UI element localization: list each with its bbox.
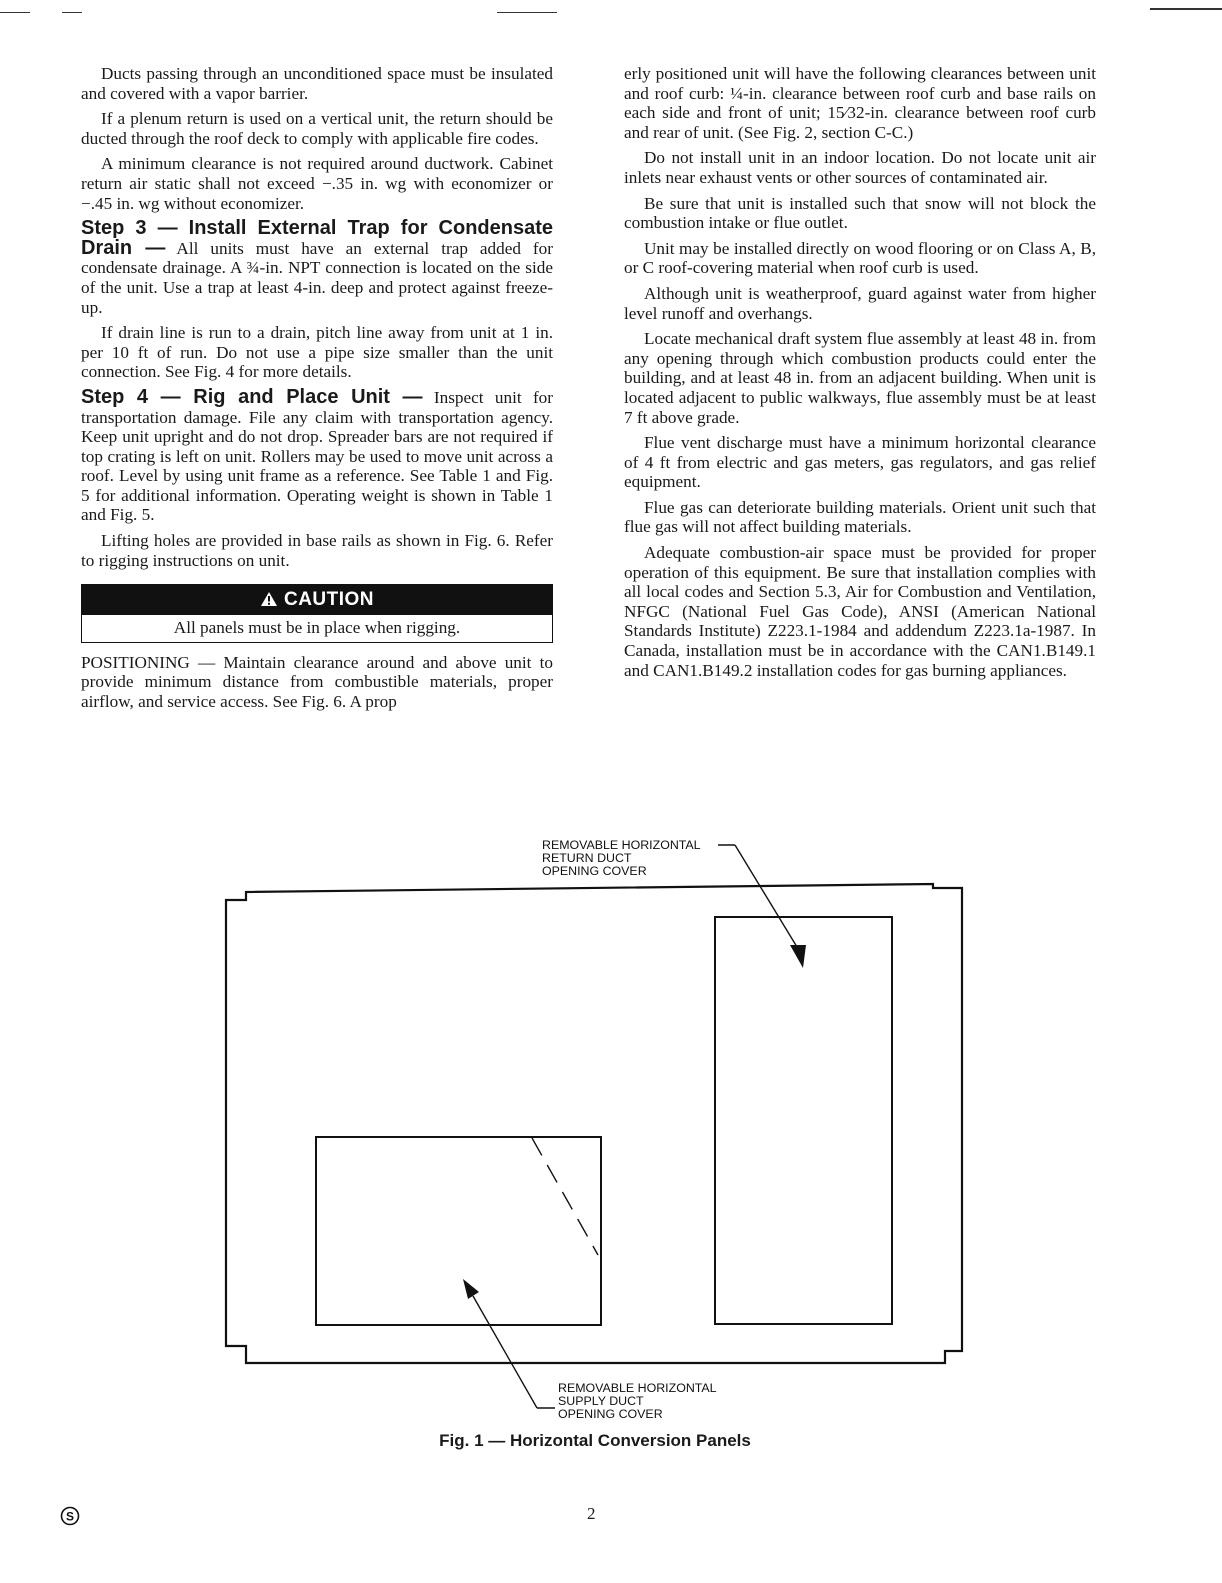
figure-caption: Fig. 1 — Horizontal Conversion Panels (439, 1431, 751, 1450)
scan-mark (497, 12, 557, 13)
scan-mark (0, 12, 30, 13)
supply-duct-cover (316, 1137, 601, 1325)
step-4 (81, 385, 553, 525)
brand-logo (60, 1506, 80, 1526)
caution-header (82, 585, 552, 615)
hidden-leader-line (532, 1138, 598, 1255)
paragraph: Lifting holes are provided in base rails as shown in Fig. 6. Refer to rigging instructions on unit. (81, 531, 553, 570)
left-column (81, 64, 553, 718)
supply-label-line-3: OPENING COVER (558, 1407, 663, 1421)
paragraph: Locate mechanical draft system flue assembly at least 48 in. from any opening through which combustion products could enter the building, and at least 48 in. from an adjacent building. When unit is located adjacent to public walkways, flue assembly must be at least 7 ft above grade. (624, 329, 1096, 427)
positioning-paragraph: POSITIONING — Maintain clearance around and above unit to provide minimum distance from combustible materials, proper airflow, and service access. See Fig. 6. A prop (81, 652, 553, 712)
paragraph: Ducts passing through an unconditioned space must be insulated and covered with a vapor barrier. (81, 64, 553, 103)
step-3 (81, 219, 553, 317)
supply-arrowhead (463, 1279, 479, 1299)
paragraph: Unit may be installed directly on wood flooring or on Class A, B, or C roof-covering material when roof curb is used. (624, 238, 1096, 278)
scan-mark (1150, 8, 1222, 10)
paragraph: Do not install unit in an indoor location. Do not locate unit air inlets near exhaust vents or other sources of contaminated air. (624, 148, 1096, 187)
step-3-title: Step 3 — Install External Trap for Condensate Drain — (81, 217, 553, 259)
step-4-title: Step 4 — Rig and Place Unit — (81, 385, 423, 408)
caution-text: All panels must be in place when rigging. (173, 618, 461, 638)
horizontal-conversion-panels-diagram (0, 820, 1222, 1430)
step-3-body: All units must have an external trap added for condensate drainage. A ¾-in. NPT connection is located on the side of the unit. Use a trap at least 4-in. deep and protect against freeze-up. (81, 238, 553, 317)
supply-label-line-1: REMOVABLE HORIZONTAL (558, 1381, 717, 1395)
return-label-line-3: OPENING COVER (542, 864, 647, 878)
warning-triangle-icon (260, 591, 278, 607)
paragraph: A minimum clearance is not required around ductwork. Cabinet return air static shall not exceed −.35 in. wg with economizer or −.45 in. wg without economizer. (81, 154, 553, 213)
return-duct-cover (715, 917, 892, 1324)
supply-label-line-2: SUPPLY DUCT (558, 1394, 644, 1408)
paragraph: Adequate combustion-air space must be provided for proper operation of this equipment. Be sure that installation complies with all local codes and Section 5.3, Air for Combustion and Ventilation, NFGC (National Fuel Gas Code), ANSI (American National Standards Institute) Z223.1-1984 and addendum Z223.1a-1987. In Canada, installation must be in accordance with the CAN1.B149.1 and CAN1.B149.2 installation codes for gas burning appliances. (624, 543, 1096, 680)
unit-outline (226, 884, 962, 1363)
caution-title: CAUTION (283, 589, 375, 611)
svg-text:S: S (65, 1509, 75, 1524)
return-label-line-1: REMOVABLE HORIZONTAL (542, 838, 701, 852)
step-4-body: Inspect unit for transportation damage. File any claim with transportation agency. Keep unit upright and do not drop. Spreader bars are not required if top crating is left on unit. Rollers may be used to move unit across a roof. Level by using unit frame as a reference. See Table 1 and Fig. 5 for additional information. Operating weight is shown in Table 1 and Fig. 5. (81, 387, 553, 525)
paragraph: Be sure that unit is installed such that snow will not block the combustion intake or flue outlet. (624, 193, 1096, 233)
scan-mark (62, 12, 82, 13)
return-arrowhead (790, 945, 806, 968)
right-column (624, 64, 1096, 686)
return-label-line-2: RETURN DUCT (542, 851, 632, 865)
paragraph: If drain line is run to a drain, pitch line away from unit at 1 in. per 10 ft of run. Do not use a pipe size smaller than the unit connection. See Fig. 4 for more details. (81, 323, 553, 382)
caution-box (81, 584, 553, 643)
page-number: 2 (587, 1504, 596, 1523)
paragraph: Flue vent discharge must have a minimum horizontal clearance of 4 ft from electric and gas meters, gas regulators, and gas relief equipment. (624, 433, 1096, 492)
paragraph: Although unit is weatherproof, guard against water from higher level runoff and overhangs. (624, 283, 1096, 323)
paragraph: Flue gas can deteriorate building materials. Orient unit such that flue gas will not affect building materials. (624, 497, 1096, 537)
return-leader-line (735, 845, 797, 947)
supply-leader-line (473, 1296, 537, 1408)
paragraph: If a plenum return is used on a vertical unit, the return should be ducted through the roof deck to comply with applicable fire codes. (81, 109, 553, 148)
paragraph: erly positioned unit will have the following clearances between unit and roof curb: ¼-in. clearance between roof curb and base rails on each side and front of unit; 15⁄32-in. clearance between roof curb and rear of unit. (See Fig. 2, section C-C.) (624, 64, 1096, 142)
